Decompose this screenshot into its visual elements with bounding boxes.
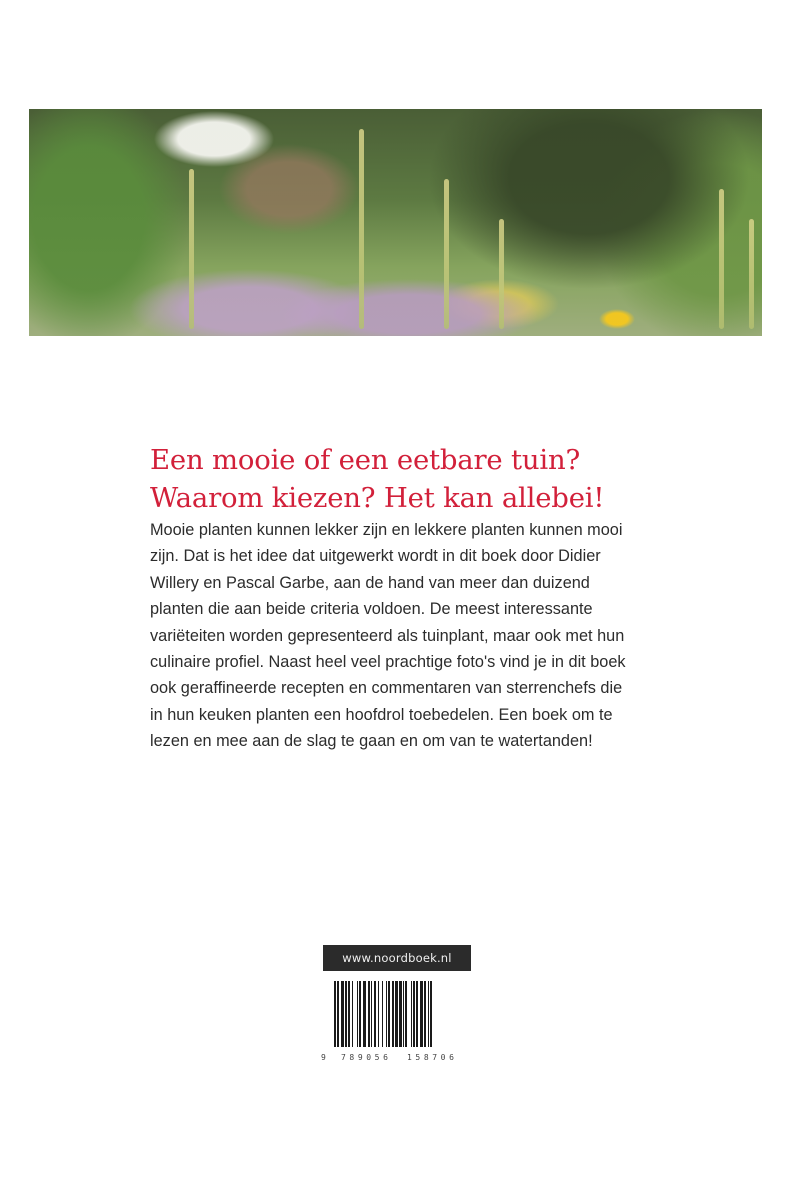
headline-line-2: Waarom kiezen? Het kan allebei! — [150, 482, 605, 514]
barcode-right-group: 158706 — [407, 1053, 458, 1062]
verbascum-stalk — [359, 129, 364, 329]
headline-line-1: Een mooie of een eetbare tuin? — [150, 444, 581, 476]
publisher-url: www.noordboek.nl — [323, 945, 471, 971]
description-line: planten die aan beide criteria voldoen. De meest interessante — [150, 600, 593, 619]
description-line: Mooie planten kunnen lekker zijn en lekkere planten kunnen mooi — [150, 521, 623, 539]
description-line: Willery en Pascal Garbe, aan de hand van meer dan duizend — [150, 573, 590, 592]
barcode-left-group: 789056 — [341, 1053, 392, 1062]
isbn-barcode — [334, 981, 467, 1047]
verbascum-stalk — [749, 219, 754, 329]
description-line: culinaire profiel. Naast heel veel prachtige foto's vind je in dit boek — [150, 653, 626, 672]
barcode-first-digit: 9 — [321, 1053, 326, 1062]
verbascum-stalk — [444, 179, 449, 329]
description-line: lezen en mee aan de slag te gaan en om van te watertanden! — [150, 732, 593, 751]
headline — [150, 441, 670, 517]
verbascum-stalk — [499, 219, 504, 329]
description-line: in hun keuken planten een hoofdrol toebedelen. Een boek om te — [150, 705, 613, 724]
book-description — [150, 517, 660, 755]
verbascum-stalk — [719, 189, 724, 329]
description-line: ook geraffineerde recepten en commentaren van sterrenchefs die — [150, 679, 623, 698]
description-line: zijn. Dat is het idee dat uitgewerkt wordt in dit boek door Didier — [150, 547, 601, 566]
verbascum-stalk — [189, 169, 194, 329]
description-line: variëteiten worden gepresenteerd als tuinplant, maar ook met hun — [150, 626, 625, 645]
isbn-digits — [321, 1053, 471, 1065]
cover-photo — [29, 109, 762, 336]
